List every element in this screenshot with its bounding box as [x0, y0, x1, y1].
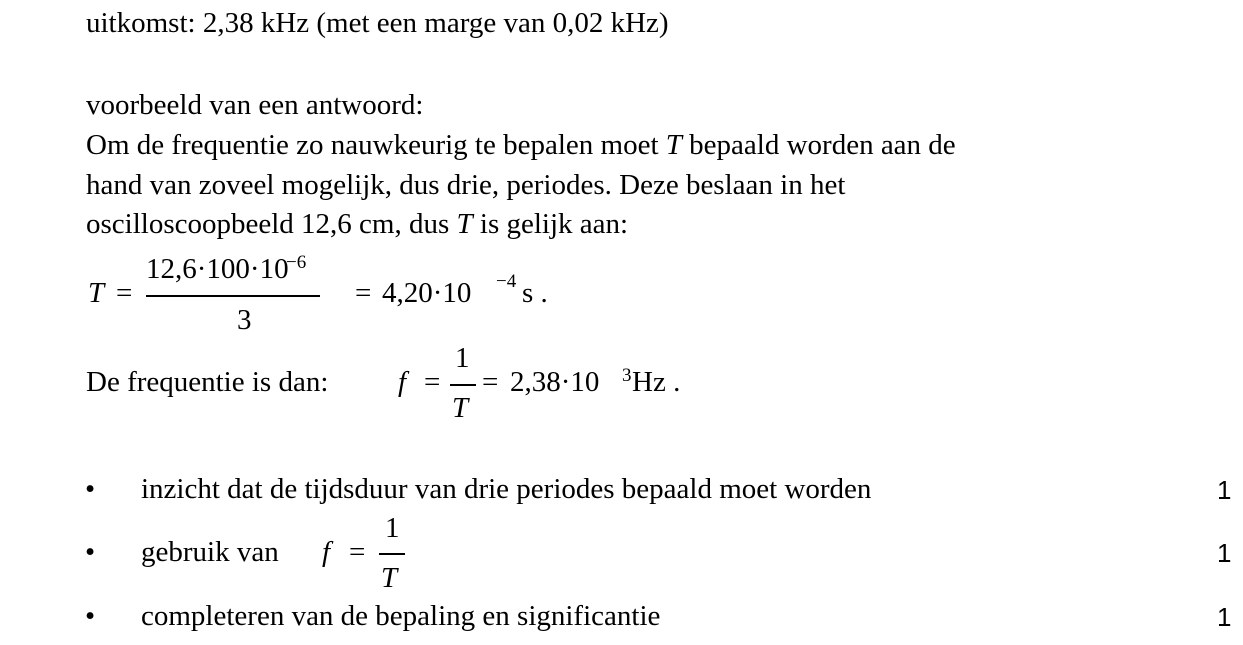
paragraph-line-1 — [86, 128, 956, 162]
example-heading: voorbeeld van een antwoord: — [86, 89, 424, 121]
formula-lhs: T — [88, 277, 105, 309]
paragraph-text: bepaald worden aan de — [681, 129, 956, 161]
criterion-score: 1 — [1217, 602, 1232, 632]
paragraph-text: is gelijk aan: — [472, 208, 629, 240]
outcome-line: uitkomst: 2,38 kHz (met een marge van 0,02 kHz) — [86, 7, 669, 39]
formula-denominator: 3 — [237, 304, 252, 336]
formula-numerator: 12,6·100·10 — [146, 253, 289, 285]
bullet-icon: • — [85, 473, 96, 505]
criterion-score: 1 — [1217, 538, 1232, 568]
formula-unit: Hz . — [632, 366, 681, 398]
formula-lhs: f — [398, 366, 407, 398]
paragraph-text: Om de frequentie zo nauwkeurig te bepalen moet — [86, 129, 666, 161]
formula-result-exponent: 3 — [622, 365, 632, 386]
formula-result-exponent: −4 — [496, 271, 517, 292]
formula-prefix: De frequentie is dan: — [86, 366, 329, 398]
formula-equals: = — [482, 366, 499, 398]
formula-numerator: 1 — [455, 342, 470, 374]
paragraph-line-3 — [86, 207, 628, 241]
criterion-text: gebruik van — [141, 536, 279, 568]
criterion-text: inzicht dat de tijdsduur van drie periodes bepaald moet worden — [141, 473, 872, 505]
formula-denominator: T — [452, 392, 469, 424]
criterion-score: 1 — [1217, 475, 1232, 505]
fraction-bar — [379, 553, 405, 555]
formula-numerator-exponent: −6 — [286, 252, 307, 273]
formula-result: 4,20·10 — [382, 277, 472, 309]
formula-result: 2,38·10 — [510, 366, 600, 398]
formula-equals: = — [116, 277, 133, 309]
criterion-text: completeren van de bepaling en significantie — [141, 600, 661, 632]
paragraph-line-2: hand van zoveel mogelijk, dus drie, periodes. Deze beslaan in het — [86, 169, 846, 201]
bullet-icon: • — [85, 600, 96, 632]
formula-equals: = — [424, 366, 441, 398]
bullet-icon: • — [85, 536, 96, 568]
fraction-bar — [146, 295, 320, 297]
fraction-bar — [450, 384, 476, 386]
formula-denominator: T — [381, 562, 398, 594]
formula-equals: = — [349, 536, 366, 568]
formula-lhs: f — [322, 536, 331, 568]
formula-unit: s . — [522, 277, 548, 309]
formula-equals: = — [355, 277, 372, 309]
variable-T: T — [665, 129, 682, 161]
paragraph-text: oscilloscoopbeeld 12,6 cm, dus — [86, 208, 457, 240]
formula-numerator: 1 — [385, 512, 400, 544]
variable-T: T — [456, 208, 473, 240]
